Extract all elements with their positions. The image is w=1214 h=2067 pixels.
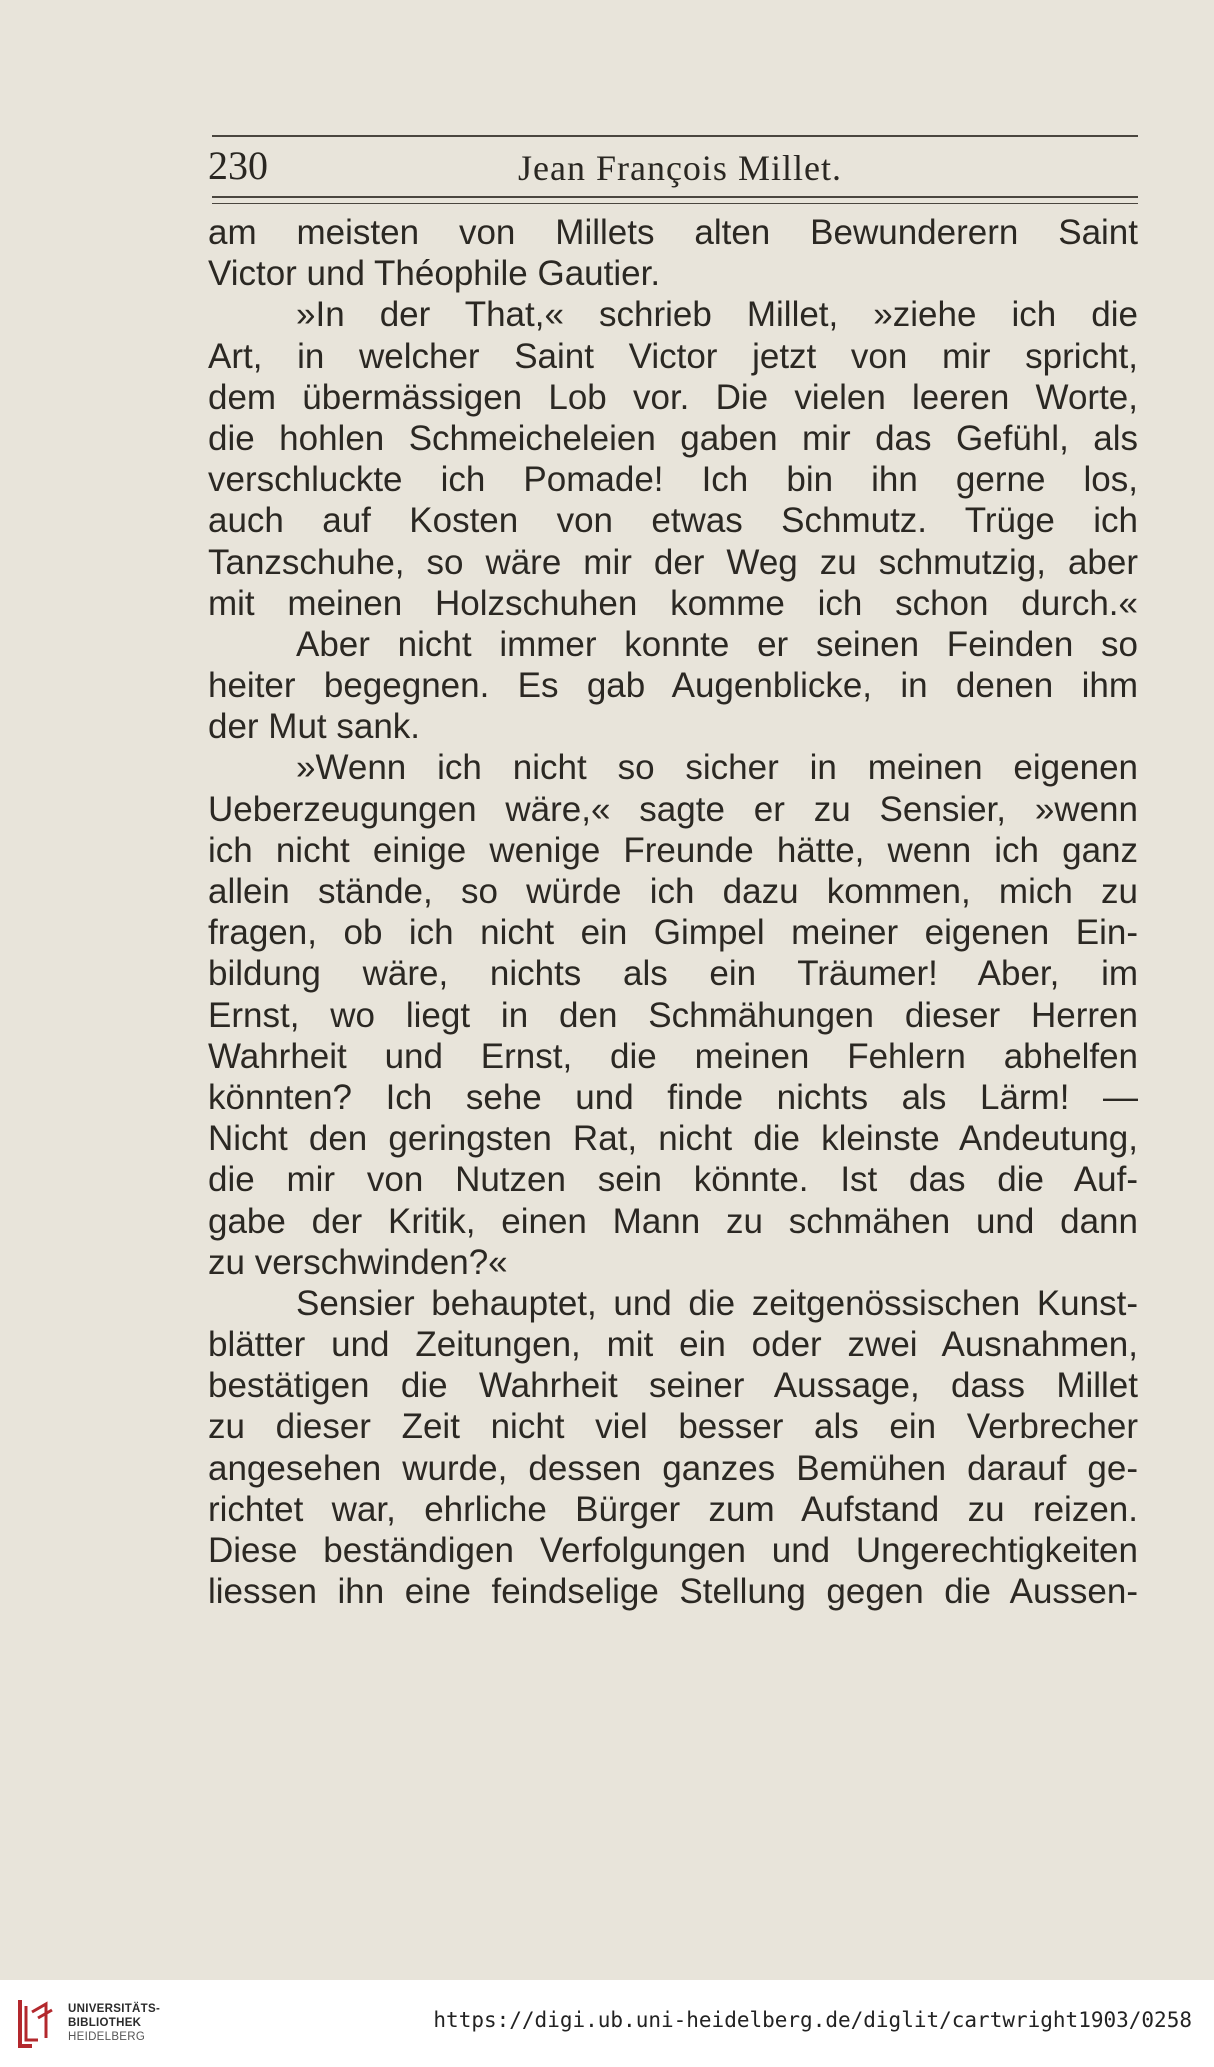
text-line: der Mut sank. (208, 707, 421, 747)
text-line: Wahrheit und Ernst, die meinen Fehlern abhelfen (208, 1036, 1138, 1076)
library-name-line: BIBLIOTHEK (68, 2017, 142, 2029)
library-name (68, 2002, 160, 2044)
text-line: Sensier behauptet, und die zeitgenössischen Kunst- (296, 1283, 1138, 1323)
header-rule-top (212, 135, 1138, 137)
text-line: mit meinen Holzschuhen komme ich schon durch.« (208, 583, 1138, 623)
text-line: auch auf Kosten von etwas Schmutz. Trüge ich (208, 501, 1138, 541)
text-line: »Wenn ich nicht so sicher in meinen eigenen (296, 748, 1138, 788)
text-line: am meisten von Millets alten Bewunderern Saint (208, 213, 1138, 252)
library-name-line: HEIDELBERG (68, 2031, 146, 2043)
running-title: Jean François Millet. (518, 148, 842, 188)
page-number: 230 (208, 143, 268, 188)
text-line: allein stände, so würde ich dazu kommen, mich zu (208, 872, 1138, 911)
digitization-footer (0, 1980, 1214, 2067)
source-url-link[interactable]: https://digi.ub.uni-heidelberg.de/diglit/cartwright1903/0258 (433, 2008, 1192, 2032)
text-line: Ernst, wo liegt in den Schmähungen dieser Herren (208, 995, 1138, 1035)
library-name-line: UNIVERSITÄTS- (68, 2003, 161, 2015)
text-line: zu dieser Zeit nicht viel besser als ein Verbrecher (208, 1407, 1138, 1447)
text-line: liessen ihn eine feindselige Stellung gegen die Aussen- (208, 1572, 1138, 1612)
text-line: Art, in welcher Saint Victor jetzt von mir spricht, (208, 336, 1138, 376)
body-text (208, 212, 1138, 1612)
text-line: angesehen wurde, dessen ganzes Bemühen darauf ge- (208, 1448, 1138, 1488)
text-line: dem übermässigen Lob vor. Die vielen leeren Worte, (208, 377, 1138, 417)
running-head (208, 140, 1138, 192)
library-logo-icon[interactable] (12, 1994, 56, 2052)
text-line: ich nicht einige wenige Freunde hätte, wenn ich ganz (208, 830, 1138, 870)
text-line: zu verschwinden?« (208, 1242, 508, 1282)
text-line: die mir von Nutzen sein könnte. Ist das die Auf- (208, 1160, 1138, 1200)
text-line: Nicht den geringsten Rat, nicht die kleinste Andeutung, (208, 1119, 1138, 1159)
text-line: Aber nicht immer konnte er seinen Feinden so (296, 624, 1138, 664)
text-line: fragen, ob ich nicht ein Gimpel meiner eigenen Ein- (208, 913, 1138, 953)
text-line: Ueberzeugungen wäre,« sagte er zu Sensier, »wenn (208, 789, 1138, 829)
text-line: bildung wäre, nichts als ein Träumer! Aber, im (208, 954, 1138, 994)
text-line: heiter begegnen. Es gab Augenblicke, in denen ihm (208, 666, 1138, 706)
text-line: könnten? Ich sehe und finde nichts als Lärm! — (208, 1077, 1138, 1117)
text-line: die hohlen Schmeicheleien gaben mir das Gefühl, als (208, 418, 1138, 458)
text-line: Diese beständigen Verfolgungen und Ungerechtigkeiten (208, 1531, 1138, 1570)
text-line: »In der That,« schrieb Millet, »ziehe ich die (296, 295, 1138, 335)
text-line: verschluckte ich Pomade! Ich bin ihn gerne los, (208, 460, 1138, 500)
text-line: bestätigen die Wahrheit seiner Aussage, dass Millet (208, 1366, 1138, 1406)
text-line: Victor und Théophile Gautier. (208, 254, 661, 294)
text-line: Tanzschuhe, so wäre mir der Weg zu schmutzig, aber (208, 542, 1138, 582)
header-rule-double (212, 196, 1138, 204)
text-line: gabe der Kritik, einen Mann zu schmähen und dann (208, 1201, 1138, 1241)
text-line: blätter und Zeitungen, mit ein oder zwei Ausnahmen, (208, 1325, 1138, 1365)
text-line: richtet war, ehrliche Bürger zum Aufstand zu reizen. (208, 1489, 1138, 1529)
